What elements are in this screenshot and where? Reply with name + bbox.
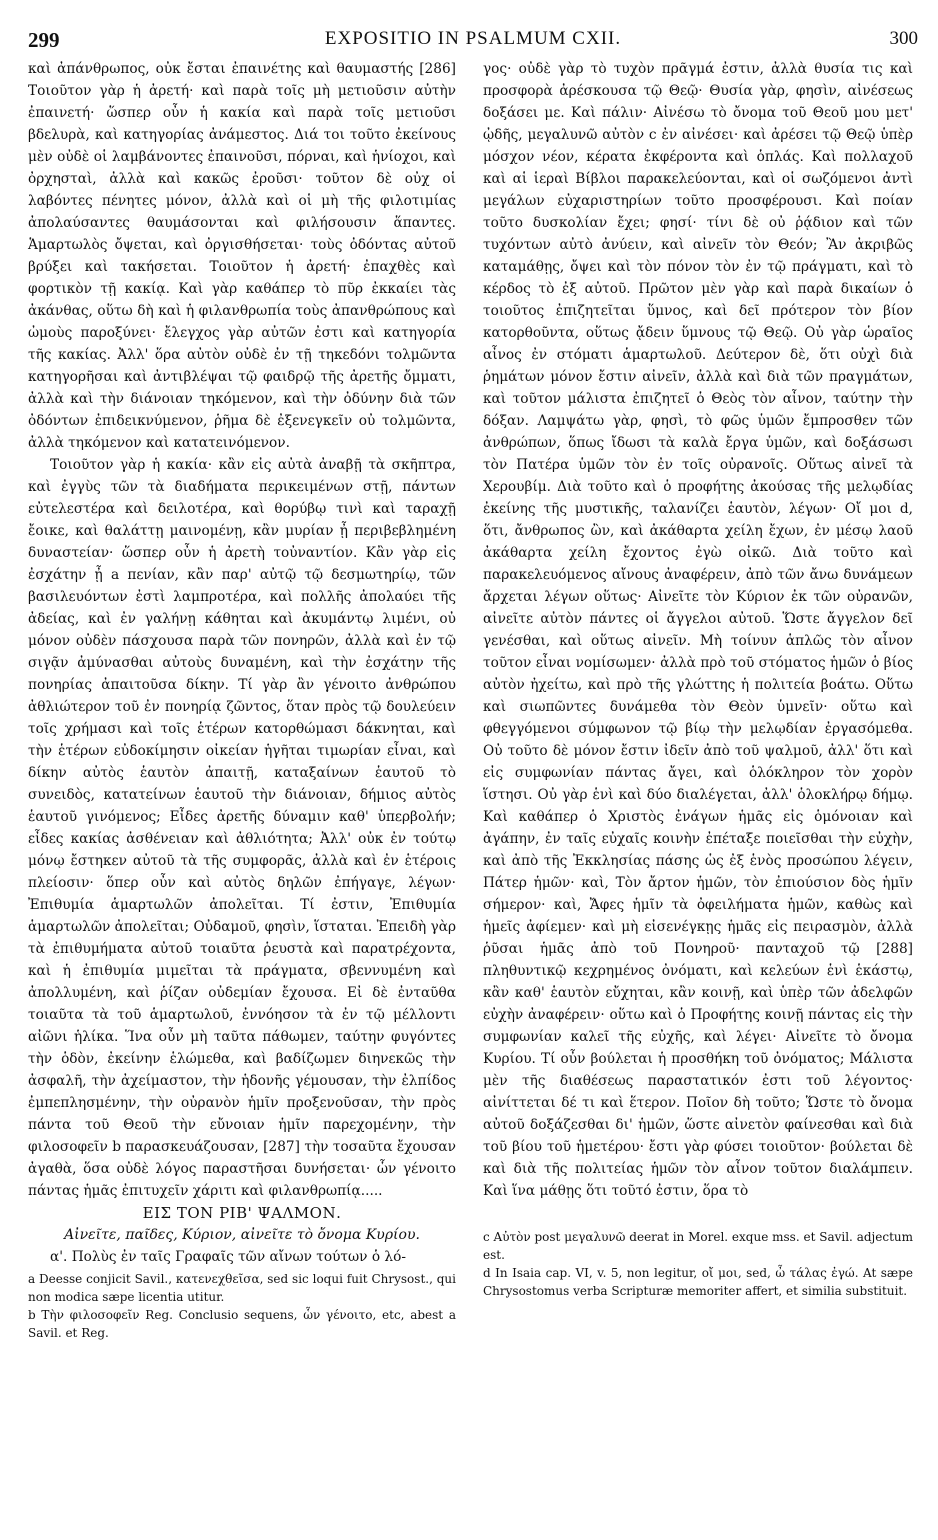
footnote-d: d In Isaia cap. VI, v. 5, non legitur, οἴ μοι, sed, ὦ τάλας ἐγώ. At sæpe Chrysostomus verba Scripturæ memoriter affert, et similia substituit. bbox=[483, 1266, 913, 1298]
footnote-a: a Deesse conjicit Savil., κατενεχθεῖσα, sed sic loqui fuit Chrysost., qui non modica sæpe licentia utitur. bbox=[28, 1272, 456, 1304]
running-header bbox=[28, 22, 918, 56]
section-heading: ΕΙΣ ΤΟΝ ΡΙΒ' ΨΑΛΜΟΝ. bbox=[142, 1204, 342, 1222]
right-footnotes bbox=[483, 1228, 913, 1300]
section-verse: Αἰνεῖτε, παῖδες, Κύριον, αἰνεῖτε τὸ ὄνομα Κυρίου. bbox=[64, 1227, 420, 1243]
left-paragraph-2: Τοιοῦτον γὰρ ἡ κακία· κἂν εἰς αὐτὰ ἀναβῇ τὰ σκῆπτρα, καὶ ἐγγὺς τῶν τὰ διαδήματα περικειμένων στῇ, πάντων εὐτελεστέρα καὶ δειλοτέρα, καὶ θορύβῳ τινὶ καὶ ταραχῇ ἔοικε, καὶ θαλάττῃ μαινομένῃ, κἂν μυρίαν ᾖ περιβεβλημένη δυναστείαν· ὥσπερ οὖν ἡ ἀρετὴ τοὐναντίον. Κἂν γὰρ εἰς ἐσχάτην ᾖ a πενίαν, κἂν παρ' αὐτῷ τῷ δεσμωτηρίῳ, τῶν βασιλευόντων ἐστὶ λαμπροτέρα, καὶ πολλῆς ἀπολαύει τῆς ἀδείας, καὶ ἐν γαλήνῃ κάθηται καὶ ἀκυμάντῳ λιμένι, οὐ μόνον οὐδὲν πάσχουσα παρὰ τῶν πονηρῶν, ἀλλὰ καὶ ἐν τῷ σιγᾷν ἀμύνασθαι αὐτοὺς δυναμένη, καὶ τὴν ἐσχάτην τῆς πονηρίας ἀπαιτοῦσα δίκην. Τί γὰρ ἂν γένοιτο ἀνθρώπου ἀθλιώτερον τοῦ ἐν πονηρίᾳ ζῶντος, ὅταν πρὸς τῷ δουλεύειν τοῖς χρήμασι καὶ τοῖς ἑτέρων κατορθώμασι δάκνηται, καὶ τὴν ἑτέρων εὐδοκίμησιν οἰκείαν ἡγῆται τιμωρίαν εἶναι, καὶ δίκην αὐτὸς ἑαυτὸν ἀπαιτῇ, καταξαίνων ἑαυτοῦ τὸ συνειδὸς, κατατείνων ἑαυτοῦ τὴν διάνοιαν, δήμιος αὐτὸς ἑαυτοῦ γινόμενος; Εἶδες ἀρετῆς δύναμιν καθ' ὑπερβολήν; εἶδες κακίας ἀσθένειαν καὶ ἀθλιότητα; Ἀλλ' οὐκ ἐν τούτῳ μόνῳ ἔστηκεν αὐτοῦ τὰ τῆς συμφορᾶς, ἀλλὰ καὶ ἐν ἑτέροις πλείοσιν· ὅπερ οὖν καὶ αὐτὸς δηλῶν ἐπήγαγε, λέγων· Ἐπιθυμία ἁμαρτωλῶν ἀπολεῖται. Τί ἐστιν, Ἐπιθυμία ἁμαρτωλῶν ἀπολεῖται; Οὐδαμοῦ, φησὶν, ἵσταται. Ἐπειδὴ γὰρ τὰ ἐπιθυμήματα αὐτοῦ τοιαῦτα ῥευστὰ καὶ παρατρέχοντα, καὶ ἡ ἐπιθυμία μιμεῖται τὰ πράγματα, σβεννυμένη καὶ ἀπολλυμένη, καὶ ῥίζαν οὐδεμίαν ἔχουσα. Εἰ δὲ ἐνταῦθα τοιαῦτα τὰ τοῦ ἁμαρτωλοῦ, ἐννόησον τὰ ἐν τῷ μέλλοντι αἰῶνι ἡλίκα. Ἵνα οὖν μὴ ταῦτα πάθωμεν, ταύτην φυγόντες τὴν ὁδὸν, ἐκείνην ἑλώμεθα, καὶ βαδίζωμεν διηνεκῶς τὴν ἀσφαλῆ, τὴν ἀχείμαστον, τὴν ἡδονῆς γέμουσαν, τὴν ἐλπίδος ἐμπεπλησμένην, τὴν οὐρανὸν ἡμῖν προξενοῦσαν, τὴν πρὸς πάντα τοῦ Θεοῦ τὴν εὔνοιαν ἡμῖν παρεχομένην, τὴν φιλοσοφεῖν b παρασκευάζουσαν, [287] τὴν τοσαῦτα ἔχουσαν ἀγαθὰ, ὅσα οὐδὲ λόγος παραστῆσαι δυνήσεται· ὧν γένοιτο πάντας ἡμᾶς ἐπιτυχεῖν χάριτι καὶ φιλανθρωπίᾳ..... bbox=[28, 457, 456, 1199]
left-paragraph-3: α'. Πολὺς ἐν ταῖς Γραφαῖς τῶν αἴνων τούτων ὁ λό- bbox=[50, 1249, 406, 1265]
footnote-b: b Τὴν φιλοσοφεῖν Reg. Conclusio sequens, ὧν γένοιτο, etc, abest a Savil. et Reg. bbox=[28, 1308, 456, 1340]
page-number-left: 299 bbox=[28, 28, 60, 52]
page-number-right: 300 bbox=[889, 28, 918, 49]
right-column bbox=[483, 58, 913, 1300]
footnote-c: c Αὐτὸν post μεγαλυνῶ deerat in Morel. exque mss. et Savil. adjectum est. bbox=[483, 1230, 913, 1262]
right-paragraph-1: γος· οὐδὲ γὰρ τὸ τυχὸν πρᾶγμά ἐστιν, ἀλλὰ θυσία τις καὶ προσφορὰ ἀρέσκουσα τῷ Θεῷ· Θυσία γὰρ, φησὶν, αἰνέσεως δοξάσει με. Καὶ πάλιν· Αἰνέσω τὸ ὄνομα τοῦ Θεοῦ μου μετ' ᾠδῆς, μεγαλυνῶ αὐτὸν c ἐν αἰνέσει· καὶ ἀρέσει τῷ Θεῷ ὑπὲρ μόσχον νέον, κέρατα ἐκφέροντα καὶ ὁπλάς. Καὶ πολλαχοῦ καὶ αἱ ἱεραὶ Βίβλοι παρακελεύονται, καὶ οἱ σωζόμενοι ἀντὶ μεγάλων εὐχαριστηρίων τοῦτο προσφέρουσι. Καὶ ποίαν τοῦτο δυσκολίαν ἔχει; φησί· τίνι δὲ οὐ ῥᾴδιον καὶ τῶν τυχόντων αὐτὸ ἀνύειν, καὶ αἰνεῖν τὸν Θεόν; Ἂν ἀκριβῶς καταμάθῃς, ὄψει καὶ τὸν πόνον τὸν ἐν τῷ πράγματι, καὶ τὸ κέρδος τὸ ἐξ αὐτοῦ. Πρῶτον μὲν γὰρ καὶ παρὰ δικαίων ὁ τοιοῦτος ἐπιζητεῖται ὕμνος, καὶ δεῖ πρότερον τὸν βίον κατορθοῦντα, οὕτως ᾄδειν ὕμνους τῷ Θεῷ. Οὐ γὰρ ὡραῖος αἶνος ἐν στόματι ἁμαρτωλοῦ. Δεύτερον δὲ, ὅτι οὐχὶ διὰ ῥημάτων μόνον ἔστιν αἰνεῖν, ἀλλὰ καὶ διὰ τῶν πραγμάτων, καὶ τοῦτον μάλιστα ἐπιζητεῖ ὁ Θεὸς τὸν αἶνον, ταύτην τὴν δόξαν. Λαμψάτω γὰρ, φησὶ, τὸ φῶς ὑμῶν ἔμπροσθεν τῶν ἀνθρώπων, ὅπως ἴδωσι τὰ καλὰ ἔργα ὑμῶν, καὶ δοξάσωσι τὸν Πατέρα ὑμῶν τὸν ἐν τοῖς οὐρανοῖς. Οὕτως αἰνεῖ τὰ Χερουβίμ. Διὰ τοῦτο καὶ ὁ προφήτης ἀκούσας τῆς μελῳδίας ἐκείνης τῆς μυστικῆς, ταλανίζει ἑαυτὸν, λέγων· Οἴ μοι d, ὅτι, ἄνθρωπος ὢν, καὶ ἀκάθαρτα χείλη ἔχων, ἐν μέσῳ λαοῦ ἀκάθαρτα χείλη ἔχοντος ἐγὼ οἰκῶ. Διὰ τοῦτο καὶ παρακελευόμενος αἴνους ἀναφέρειν, ἀπὸ τῶν ἄνω δυνάμεων ἄρχεται λέγων οὕτως· Αἰνεῖτε τὸν Κύριον ἐκ τῶν οὐρανῶν, αἰνεῖτε αὐτὸν πάντες οἱ ἄγγελοι αὐτοῦ. Ὥστε ἄγγελον δεῖ γενέσθαι, καὶ οὕτως αἰνεῖν. Μὴ τοίνυν ἁπλῶς τὸν αἶνον τοῦτον εἶναι νομίσωμεν· ἀλλὰ πρὸ τοῦ στόματος ἡμῶν ὁ βίος αὐτὸν ἠχείτω, καὶ πρὸ τῆς γλώττης ἡ πολιτεία βοάτω. Οὕτω καὶ σιωπῶντες δυνάμεθα τὸν Θεὸν ὑμνεῖν· οὕτω καὶ φθεγγόμενοι σύμφωνον τῷ βίῳ τὴν μελῳδίαν ἐργασόμεθα. Οὐ τοῦτο δὲ μόνον ἔστιν ἰδεῖν ἀπὸ τοῦ ψαλμοῦ, ἀλλ' ὅτι καὶ εἰς συμφωνίαν πάντας ἄγει, καὶ ὁλόκληρον τὸν χορὸν ἵστησι. Οὐ γὰρ ἑνὶ καὶ δύο διαλέγεται, ἀλλ' ὁλοκλήρῳ δήμῳ. Καὶ καθάπερ ὁ Χριστὸς ἐνάγων ἡμᾶς εἰς ὁμόνοιαν καὶ ἀγάπην, ἐν ταῖς εὐχαῖς κοινὴν ἐπέταξε ποιεῖσθαι τὴν εὐχὴν, καὶ ἀπὸ τῆς Ἐκκλησίας πάσης ὡς ἐξ ἑνὸς προσώπου λέγειν, Πάτερ ἡμῶν· καὶ, Τὸν ἄρτον ἡμῶν, τὸν ἐπιούσιον δὸς ἡμῖν σήμερον· καὶ, Ἄφες ἡμῖν τὰ ὀφειλήματα ἡμῶν, καθὼς καὶ ἡμεῖς ἀφίεμεν· καὶ μὴ εἰσενέγκῃς ἡμᾶς εἰς πειρασμὸν, ἀλλὰ ῥῦσαι ἡμᾶς ἀπὸ τοῦ Πονηροῦ· πανταχοῦ τῷ [288] πληθυντικῷ κεχρημένος ὀνόματι, καὶ κελεύων ἑνὶ ἑκάστῳ, κἂν καθ' ἑαυτὸν εὔχηται, κἂν κοινῇ, καὶ ὑπὲρ τῶν ἀδελφῶν εὐχὴν ἀναφέρειν· οὕτω καὶ ὁ Προφήτης κοινῇ πάντας εἰς τὴν συμφωνίαν καλεῖ τῆς εὐχῆς, καὶ λέγει· Αἰνεῖτε τὸ ὄνομα Κυρίου. Τί οὖν βούλεται ἡ προσθήκη τοῦ ὀνόματος; Μάλιστα μὲν τῆς διαθέσεως παραστατικόν ἐστι τοῦ λέγοντος· αἰνίττεται δέ τι καὶ ἕτερον. Ποῖον δὴ τοῦτο; Ὥστε τὸ ὄνομα αὐτοῦ δοξάζεσθαι δι' ἡμῶν, ὥστε αἰνετὸν φαίνεσθαι καὶ διὰ τοῦ βίου τοῦ ἡμετέρου· ἔστι γὰρ φύσει τοιοῦτον· βούλεται δὲ καὶ διὰ τῆς πολιτείας ἡμῶν τὸν αἶνον τοῦτον διαλάμπειν. Καὶ ἵνα μάθῃς ὅτι τοῦτό ἐστιν, ὅρα τὸ bbox=[483, 61, 913, 1199]
running-title: EXPOSITIO IN PSALMUM CXII. bbox=[324, 28, 622, 49]
left-paragraph-1: καὶ ἀπάνθρωπος, οὐκ ἔσται ἐπαινέτης καὶ θαυμαστής [286] Τοιοῦτον γὰρ ἡ ἀρετή· καὶ παρὰ τοῖς μὴ μετιοῦσιν αὐτὴν ἐπαινετή· ὥσπερ οὖν ἡ κακία καὶ παρὰ τοῖς μετιοῦσι βδελυρὰ, καὶ κατηγορίας ἀνάμεστος. Διά τοι τοῦτο ἐκείνους μὲν οὐδὲ οἱ λαμβάνοντες ἐπαινοῦσι, πόρναι, καὶ ἡνίοχοι, καὶ ὀρχησταὶ, ἀλλὰ καὶ κακῶς ἐροῦσι· τοῦτον δὲ οὐχ οἱ λαβόντες πένητες μόνον, ἀλλὰ καὶ οἱ μὴ τῆς φιλοτιμίας ἀπολαύσαντες θαυμάσονται καὶ φιλήσουσιν ἅπαντες. Ἁμαρτωλὸς ὄψεται, καὶ ὀργισθήσεται· τοὺς ὀδόντας αὐτοῦ βρύξει καὶ τακήσεται. Τοιοῦτον ἡ ἀρετή· ἐπαχθὲς καὶ φορτικὸν τῇ κακίᾳ. Καὶ γὰρ καθάπερ τὸ πῦρ ἐκκαίει τὰς ἀκάνθας, οὕτω δὴ καὶ ἡ φιλανθρωπία τοὺς ἀπανθρώπους καὶ ὠμοὺς παροξύνει· ἔλεγχος γὰρ αὐτῶν ἐστι καὶ κατηγορία τῆς κακίας. Ἀλλ' ὅρα αὐτὸν οὐδὲ ἐν τῇ τηκεδόνι τολμῶντα κατηγορῆσαι καὶ ἀντιβλέψαι τῷ φαιδρῷ τῆς ἀρετῆς ὄμματι, ἀλλὰ καὶ τὴν διάνοιαν τηκόμενον, καὶ τὴν ὀδύνην διὰ τῶν ὀδόντων ἐπιδεικνύμενον, ῥῆμα δὲ ἐξενεγκεῖν οὐ τολμῶντα, ἀλλὰ τηκόμενον καὶ κατατεινόμενον. bbox=[28, 61, 456, 451]
left-footnotes bbox=[28, 1270, 456, 1342]
left-column bbox=[28, 58, 456, 1342]
